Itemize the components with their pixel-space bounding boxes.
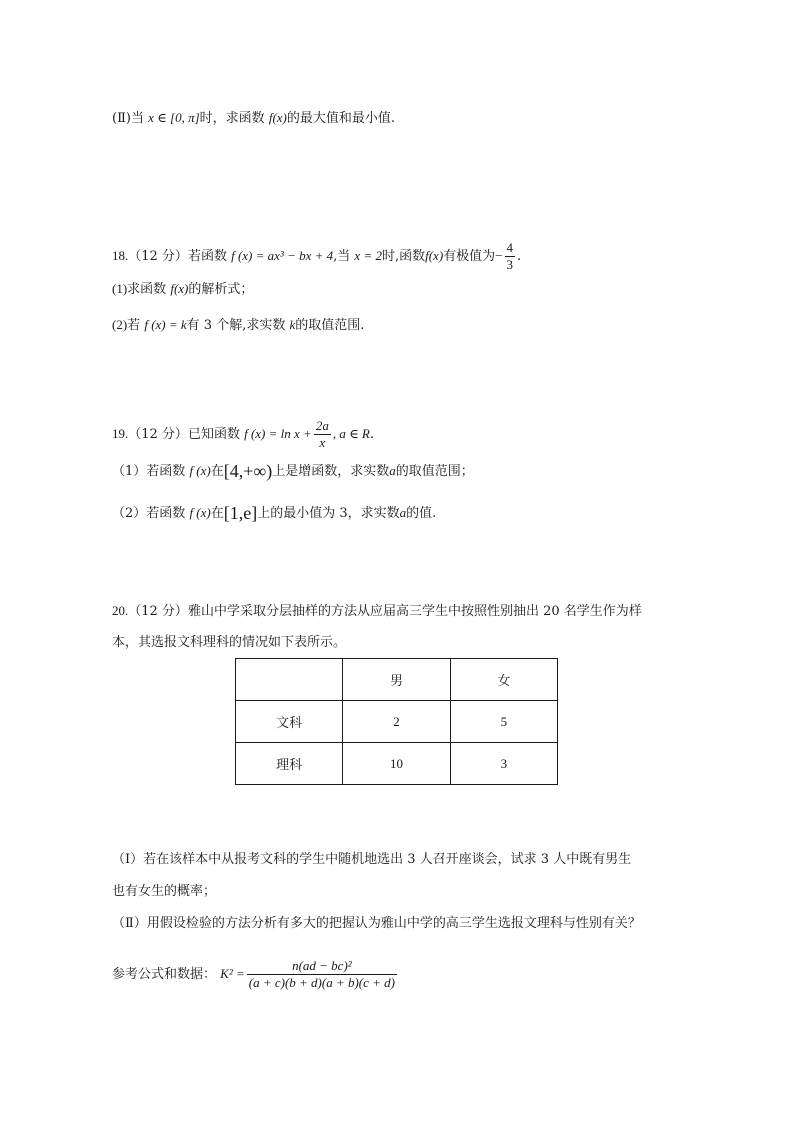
- q19-part1-text: 上是增函数，求实数: [272, 464, 390, 479]
- q19-part1: [112, 461, 474, 482]
- q18-part2-equation: f (x) = k: [144, 317, 187, 332]
- q20-reference-label: 参考公式和数据：: [112, 967, 217, 982]
- q18-part2-label: (2): [112, 317, 128, 332]
- table-row-label: 理科: [236, 743, 343, 785]
- q19-part1-text: 若函数: [146, 464, 186, 479]
- fraction-denominator: (a + c)(b + d)(a + b)(c + d): [248, 975, 396, 990]
- q19-part2-text: 的值.: [406, 506, 437, 521]
- q19-function-lhs: f (x) = ln x +: [244, 426, 312, 441]
- table-row: [236, 701, 558, 743]
- q19-part1-label: （1）: [112, 464, 147, 479]
- table-cell: 2: [343, 701, 450, 743]
- q18-part2-text: 若: [127, 318, 141, 333]
- q18-part1-function: f(x): [170, 281, 189, 296]
- q17-part2-function: f(x): [268, 110, 287, 125]
- q18-condition: x = 2: [354, 248, 382, 263]
- q18-function: f(x): [425, 248, 444, 263]
- table-header-cell: 女: [450, 659, 557, 701]
- q19-domain: , a ∈ R: [332, 426, 370, 441]
- q19-part1-text: 在: [210, 464, 224, 479]
- fraction-denominator: x: [314, 434, 331, 451]
- q17-part2-text: 当: [130, 111, 144, 126]
- q20-formula-lhs: K² =: [220, 966, 245, 981]
- q18-part2: [112, 315, 364, 336]
- q17-part2-text: 的最大值和最小值.: [286, 111, 396, 126]
- question-score: （12 分）: [128, 249, 188, 264]
- table-cell: 5: [450, 701, 557, 743]
- q19-part2-text: 上的最小值为 3，求实数: [257, 506, 400, 521]
- q18-stem: [112, 240, 521, 273]
- q18-part1-label: (1): [112, 281, 128, 296]
- q19-part2-text: 若函数: [146, 506, 186, 521]
- q19-part2-variable: a: [399, 505, 407, 520]
- q17-part2: [112, 108, 395, 129]
- question-number: 20.: [112, 603, 129, 618]
- q19-part1-text: 的取值范围；: [395, 464, 474, 479]
- q19-part1-variable: a: [389, 463, 396, 478]
- q17-part2-label: (Ⅱ): [112, 111, 131, 126]
- q20-text: 雅山中学采取分层抽样的方法从应届高三学生中按照性别抽出 20 名学生作为样: [187, 604, 642, 619]
- question-number: 19.: [112, 426, 129, 441]
- q18-text: ,当: [333, 249, 351, 264]
- table-cell: 10: [343, 743, 450, 785]
- question-score: （12 分）: [128, 427, 188, 442]
- fraction-numerator: 4: [506, 240, 514, 255]
- table-row: [236, 743, 558, 785]
- table-header-row: [236, 659, 558, 701]
- q20-part1-line2: 也有女生的概率；: [112, 884, 217, 899]
- q18-text: 有极值为: [443, 249, 496, 264]
- fraction-denominator: 3: [506, 257, 514, 272]
- q20-part1-line1: （Ⅰ）若在该样本中从报考文科的学生中随机地选出 3 人召开座谈会，试求 3 人中既有男生: [112, 852, 632, 867]
- q20-data-table: [235, 658, 558, 785]
- q18-part2-text: 有 3 个解,求实数: [186, 318, 286, 333]
- table-header-cell: 男: [343, 659, 450, 701]
- q20-stem-line1: [112, 601, 642, 622]
- fraction-numerator: n(ad − bc)²: [292, 958, 352, 973]
- q18-text: 时,函数: [381, 249, 426, 264]
- q18-part1: [112, 279, 253, 300]
- q18-part1-text: 的解析式；: [188, 282, 254, 297]
- q20-reference: [112, 958, 399, 991]
- q19-part2-text: 在: [210, 506, 224, 521]
- q19-part2-interval: [1,e]: [223, 503, 258, 523]
- table-header-cell: [236, 659, 343, 701]
- q19-part2: [112, 503, 436, 524]
- fraction-numerator: 2a: [315, 418, 329, 433]
- q18-part1-text: 求函数: [127, 282, 167, 297]
- q19-text: 已知函数: [187, 427, 240, 442]
- question-score: （12 分）: [128, 604, 188, 619]
- q18-extremum-fraction: [505, 240, 516, 273]
- q18-text: .: [517, 249, 522, 264]
- q20-part2: （Ⅱ）用假设检验的方法分析有多大的把握认为雅山中学的高三学生选报文理科与性别有关？: [112, 916, 641, 931]
- q19-text: .: [369, 427, 375, 442]
- q19-fraction: [314, 418, 331, 451]
- q19-part2-function: f (x): [189, 505, 211, 520]
- q18-function-definition: f (x) = ax³ − bx + 4: [231, 248, 334, 263]
- q19-stem: [112, 418, 374, 451]
- table-cell: 3: [450, 743, 557, 785]
- question-number: 18.: [112, 248, 129, 263]
- q18-part2-text: 的取值范围.: [295, 318, 365, 333]
- q20-stem-line2: 本，其选报文科理科的情况如下表所示。: [112, 635, 347, 650]
- q19-part1-interval: [4,+∞): [223, 461, 273, 481]
- q20-formula-fraction: [247, 958, 397, 991]
- q19-part2-label: （2）: [112, 506, 147, 521]
- q17-part2-text: 时，求函数: [199, 111, 265, 126]
- q19-part1-function: f (x): [189, 463, 211, 478]
- q18-text: 若函数: [187, 249, 227, 264]
- q18-extremum-sign: −: [495, 248, 503, 263]
- table-row-label: 文科: [236, 701, 343, 743]
- q18-part2-variable: k: [289, 317, 296, 332]
- q17-part2-condition: x ∈ [0, π]: [148, 110, 200, 125]
